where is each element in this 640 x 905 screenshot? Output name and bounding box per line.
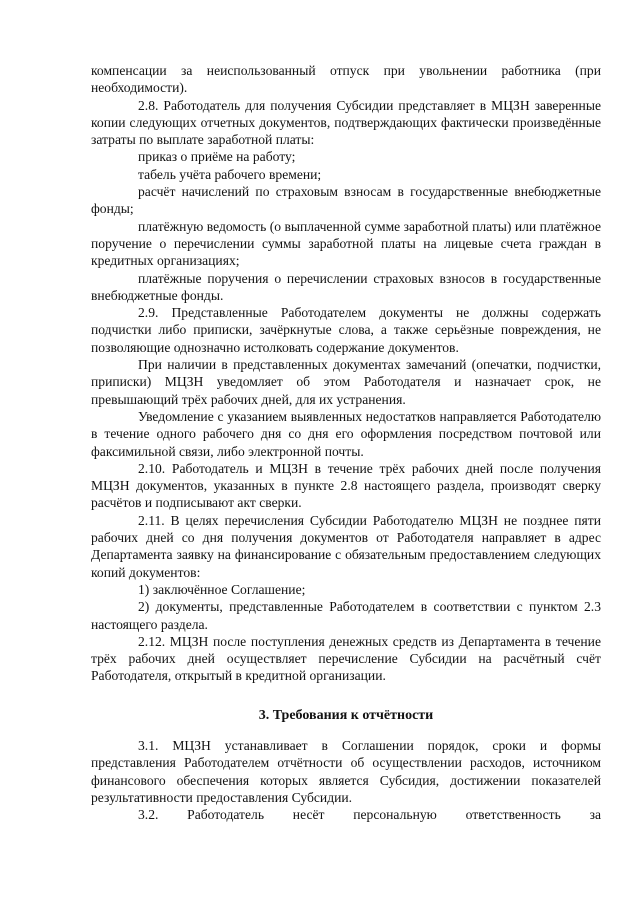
document-page xyxy=(91,62,601,823)
list-item: 1) заключённое Соглашение; xyxy=(138,581,306,597)
paragraph-2-9-notice: Уведомление с указанием выявленных недостатков направляется Работодателю в течение одного рабочего дня со дня его оформления посредством почтовой или факсимильной связи, либо электронной почты. xyxy=(91,408,601,459)
paragraph-3-2: 3.2. Работодатель несёт персональную ответственность за xyxy=(138,807,601,823)
section-3-title: 3. Требования к отчётности xyxy=(258,707,434,723)
paragraph-2-9: 2.9. Представленные Работодателем документы не должны содержать подчистки либо приписки, зачёркнутые слова, а также серьёзные повреждения, не позволяющие однозначно истолковать содержание документов. xyxy=(91,305,601,355)
paragraph-3-1: 3.1. МЦЗН устанавливает в Соглашении порядок, сроки и формы представления Работодателем отчётности об осуществлении расходов, источником финансового обеспечения которых является Субсидия, достижении показателей результативности предоставления Субсидии. xyxy=(91,737,601,805)
paragraph-2-9-remarks: При наличии в представленных документах замечаний (опечатки, подчистки, приписки) МЦЗН уведомляет об этом Работодателя и назначает срок, не превышающий трёх рабочих дней, для их устранения. xyxy=(91,357,601,407)
paragraph-2-7-tail: компенсации за неиспользованный отпуск при увольнении работника (при необходимости). xyxy=(91,63,601,96)
list-item: табель учёта рабочего времени; xyxy=(138,166,322,182)
list-item: приказ о приёме на работу; xyxy=(138,149,296,165)
list-item: 2) документы, представленные Работодателем в соответствии с пунктом 2.3 настоящего раздела. xyxy=(91,599,601,632)
paragraph-2-11: 2.11. В целях перечисления Субсидии Работодателю МЦЗН не позднее пяти рабочих дней со дня получения документов от Работодателя направляет в адрес Департамента заявку на финансирование с обязательным предоставлением следующих копий документов: xyxy=(91,512,601,580)
list-item: платёжные поручения о перечислении страховых взносов в государственные внебюджетные фонды. xyxy=(91,270,601,303)
list-item: платёжную ведомость (о выплаченной сумме заработной платы) или платёжное поручение о перечислении суммы заработной платы на лицевые счета граждан в кредитных организациях; xyxy=(91,218,601,269)
paragraph-2-8: 2.8. Работодатель для получения Субсидии представляет в МЦЗН заверенные копии следующих отчетных документов, подтверждающих фактически произведённые затраты по выплате заработной платы: xyxy=(91,97,601,148)
paragraph-2-12: 2.12. МЦЗН после поступления денежных средств из Департамента в течение трёх рабочих дней осуществляет перечисление Субсидии на расчётный счёт Работодателя, открытый в кредитной организации. xyxy=(91,633,601,684)
list-item: расчёт начислений по страховым взносам в государственные внебюджетные фонды; xyxy=(91,184,601,217)
paragraph-2-10: 2.10. Работодатель и МЦЗН в течение трёх рабочих дней после получения МЦЗН документов, указанных в пункте 2.8 настоящего раздела, производят сверку расчётов и подписывают акт сверки. xyxy=(91,460,601,511)
